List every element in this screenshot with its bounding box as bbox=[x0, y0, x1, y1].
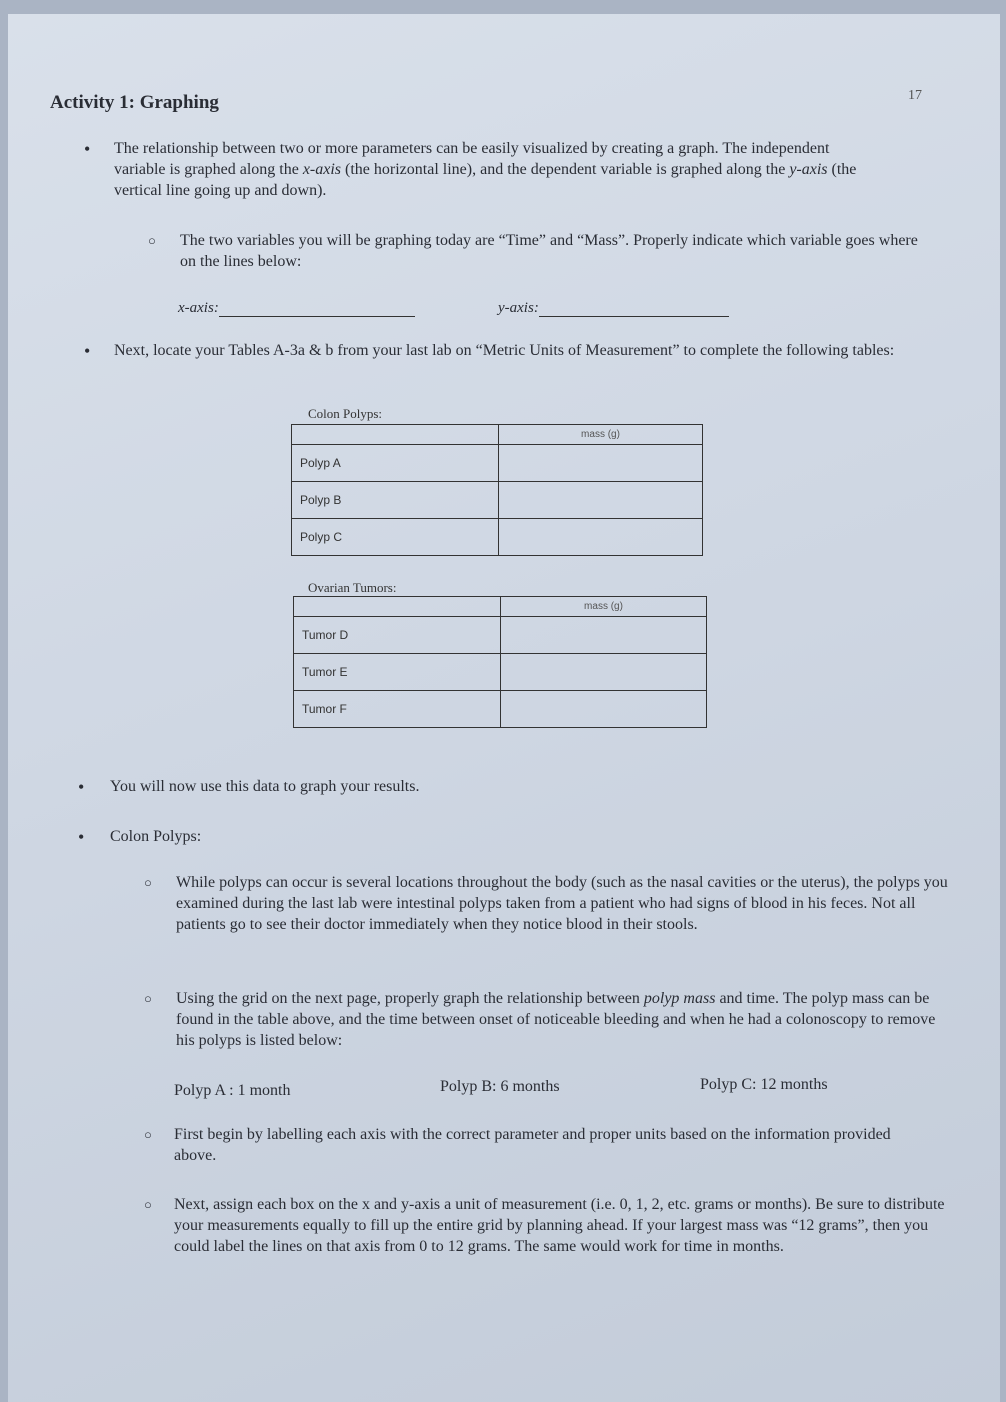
bullet-dot: • bbox=[78, 827, 85, 847]
worksheet-page bbox=[8, 14, 1000, 1402]
colon-mass-cell[interactable] bbox=[499, 519, 703, 556]
polyp-mass-term: polyp mass bbox=[643, 990, 716, 1007]
assign-units-instruction: Next, assign each box on the x and y-axis a unit of measurement (i.e. 0, 1, 2, etc. grams or months). Be sure to distribute your measurements equally to fill up the entire grid by planning ahead. If your largest mass was “12 grams”, then you could label the lines on that axis from 0 to 12 grams. The same would work for time in months. bbox=[174, 1196, 945, 1255]
y-axis-blank[interactable] bbox=[539, 300, 729, 317]
colon-table-corner bbox=[292, 425, 499, 445]
ovarian-mass-cell[interactable] bbox=[501, 691, 707, 728]
page-number: 17 bbox=[908, 88, 922, 103]
x-axis-term: x-axis bbox=[302, 161, 342, 178]
ovarian-tumors-table bbox=[293, 596, 707, 728]
intro-paragraph bbox=[114, 138, 884, 201]
label-axes-instruction: First begin by labelling each axis with the correct parameter and proper units based on the information provided above. bbox=[174, 1126, 891, 1164]
colon-row-label: Polyp C bbox=[292, 519, 499, 556]
colon-row-label: Polyp B bbox=[292, 482, 499, 519]
sub-bullet-circle: ○ bbox=[144, 1197, 152, 1212]
ovarian-mass-cell[interactable] bbox=[501, 617, 707, 654]
x-axis-answer bbox=[178, 300, 415, 317]
bullet-dot: • bbox=[84, 341, 91, 361]
tables-instruction: Next, locate your Tables A-3a & b from your last lab on “Metric Units of Measurement” to complete the following tables: bbox=[114, 342, 895, 359]
y-axis-answer bbox=[498, 300, 729, 317]
ovarian-row-label: Tumor D bbox=[294, 617, 501, 654]
sub-bullet-circle: ○ bbox=[144, 991, 152, 1006]
polyp-b-time: Polyp B: 6 months bbox=[440, 1078, 560, 1095]
page-title: Activity 1: Graphing bbox=[50, 92, 219, 113]
colon-table-caption: Colon Polyps: bbox=[308, 406, 383, 421]
y-axis-label: y-axis: bbox=[498, 300, 539, 316]
graph-instruction-2: and time. The polyp mass can be found in the table above, and the time between onset of noticeable bleeding and when he had a colonoscopy to remove his polyps is listed below: bbox=[176, 990, 936, 1049]
polyp-c-time: Polyp C: 12 months bbox=[700, 1076, 828, 1093]
x-axis-label: x-axis: bbox=[178, 300, 219, 316]
colon-polyps-heading: Colon Polyps: bbox=[110, 828, 202, 845]
sub-bullet-circle: ○ bbox=[144, 875, 152, 890]
colon-mass-cell[interactable] bbox=[499, 445, 703, 482]
ovarian-mass-header: mass (g) bbox=[501, 597, 707, 617]
graph-instruction-1: Using the grid on the next page, properly graph the relationship between bbox=[176, 990, 644, 1007]
x-axis-blank[interactable] bbox=[219, 300, 415, 317]
ovarian-table-corner bbox=[294, 597, 501, 617]
graph-instruction-text bbox=[176, 988, 936, 1051]
intro-text-2: (the horizontal line), and the dependent variable is graphed along the bbox=[341, 161, 790, 178]
sub-bullet-circle: ○ bbox=[148, 233, 156, 248]
intro-text-3: (the vertical line going up and down). bbox=[114, 161, 857, 199]
sub-bullet-circle: ○ bbox=[144, 1127, 152, 1142]
polyp-a-time: Polyp A : 1 month bbox=[174, 1082, 291, 1099]
variables-instruction: The two variables you will be graphing today are “Time” and “Mass”. Properly indicate which variable goes where on the lines below: bbox=[180, 232, 918, 270]
ovarian-mass-cell[interactable] bbox=[501, 654, 707, 691]
graph-results-text: You will now use this data to graph your results. bbox=[110, 778, 420, 795]
bullet-dot: • bbox=[78, 777, 85, 797]
polyps-background-text: While polyps can occur is several locations throughout the body (such as the nasal cavities or the uterus), the polyps you examined during the last lab were intestinal polyps taken from a patient who had signs of blood in his feces. Not all patients go to see their doctor immediately when they notice blood in their stools. bbox=[176, 874, 948, 933]
y-axis-term: y-axis bbox=[789, 161, 828, 178]
colon-row-label: Polyp A bbox=[292, 445, 499, 482]
intro-text-1: The relationship between two or more parameters can be easily visualized by creating a graph. The independent variable is graphed along the bbox=[114, 140, 830, 178]
colon-polyps-table bbox=[291, 424, 703, 556]
ovarian-row-label: Tumor F bbox=[294, 691, 501, 728]
bullet-dot: • bbox=[84, 139, 91, 159]
colon-mass-cell[interactable] bbox=[499, 482, 703, 519]
ovarian-row-label: Tumor E bbox=[294, 654, 501, 691]
ovarian-table-caption: Ovarian Tumors: bbox=[308, 580, 397, 595]
colon-mass-header: mass (g) bbox=[499, 425, 703, 445]
